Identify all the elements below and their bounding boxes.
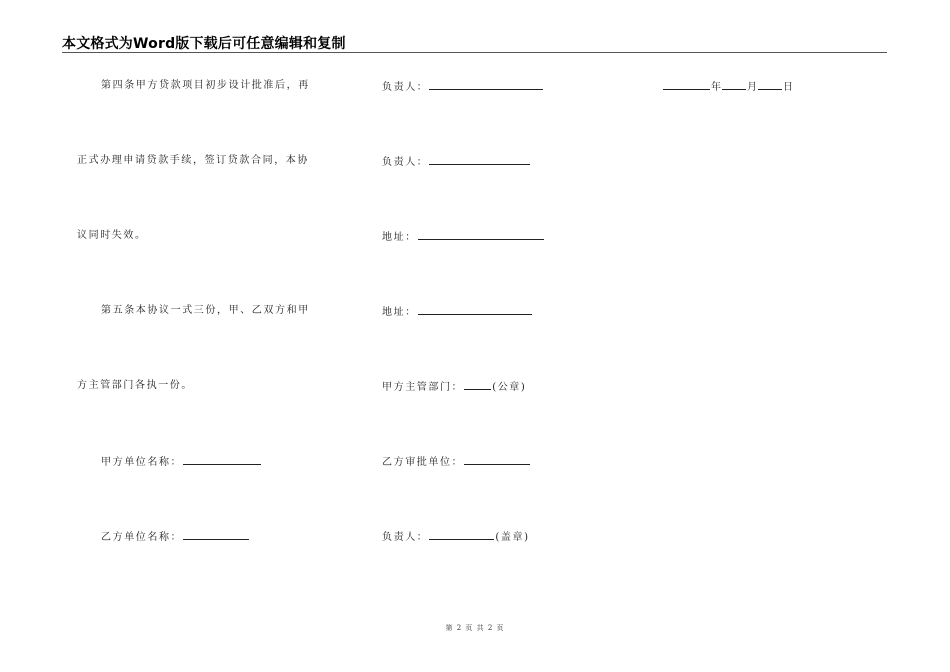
address-field-1 [382,230,545,244]
party-b-name-label: 乙方单位名称： [101,532,183,543]
responsible-person-label: 负责人： [382,82,429,93]
clause-4-line-3: 议同时失效。 [77,230,147,241]
responsible-person-label: 负责人： [382,532,429,543]
clause-5-line-1: 第五条本协议一式三份，甲、乙双方和甲 [101,305,310,316]
address-label: 地址： [382,307,417,318]
date-year-label: 年 [711,82,721,93]
responsible-person-label: 负责人： [382,157,429,168]
address-blank[interactable] [418,230,544,240]
address-field-2 [382,305,533,319]
page-number: 第 2 页 共 2 页 [445,624,505,632]
party-b-approval-field [382,455,531,469]
header-title: 本文格式为Word版下载后可任意编辑和复制 [62,36,346,52]
date-field [663,80,793,94]
date-day-label: 日 [783,82,793,93]
party-a-department-blank[interactable] [464,380,491,390]
responsible-person-blank[interactable] [429,155,530,165]
date-month-blank[interactable] [722,80,746,90]
address-label: 地址： [382,232,417,243]
party-a-department-label: 甲方主管部门： [382,382,464,393]
clause-5-line-2: 方主管部门各执一份。 [77,380,193,391]
address-blank[interactable] [418,305,532,315]
party-a-name-label: 甲方单位名称： [101,457,183,468]
date-month-label: 月 [747,82,757,93]
party-b-approval-label: 乙方审批单位： [382,457,464,468]
party-b-name-blank[interactable] [183,530,249,540]
responsible-person-field-3 [382,530,530,544]
seal-note: (盖章) [495,532,530,543]
clause-4-line-2: 正式办理申请贷款手续，签订贷款合同，本协 [77,155,309,166]
clause-4-line-1: 第四条甲方贷款项目初步设计批准后，再 [101,80,310,91]
responsible-person-field-1 [382,80,544,94]
responsible-person-blank[interactable] [429,80,543,90]
party-a-name-blank[interactable] [183,455,261,465]
party-b-name-field [101,530,250,544]
party-a-name-field [101,455,262,469]
responsible-person-field-2 [382,155,531,169]
official-seal-note: (公章) [492,382,527,393]
party-b-approval-blank[interactable] [464,455,530,465]
date-day-blank[interactable] [758,80,782,90]
date-year-blank[interactable] [663,80,710,90]
party-a-department-field [382,380,526,394]
page-header [62,33,887,53]
responsible-person-blank[interactable] [429,530,494,540]
